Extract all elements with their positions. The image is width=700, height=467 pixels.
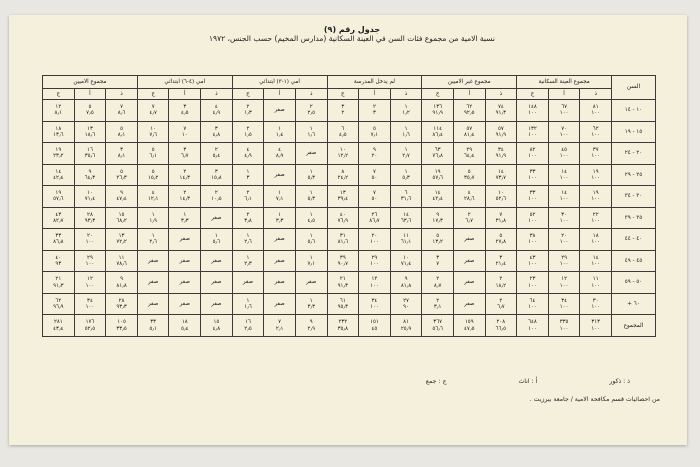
data-cell: ١٢ ١٠٠ xyxy=(359,272,391,294)
data-cell: صفر xyxy=(169,272,201,294)
data-cell: ١١ ٦١٫١ xyxy=(390,229,422,251)
data-cell: ٢١ ٩١٫٣ xyxy=(43,272,75,294)
table-row xyxy=(43,293,656,315)
data-cell: ١٤ ٦٣٫٦ xyxy=(390,207,422,229)
data-cell: ١٢ ١٠٠ xyxy=(74,272,106,294)
data-cell: ١ ١٫٩ xyxy=(137,207,169,229)
data-cell: ٦ ٣١٫٦ xyxy=(390,186,422,208)
data-cell: ٣ ٦٫٧ xyxy=(169,143,201,165)
data-cell: ٢ ٣٫١ xyxy=(422,293,454,315)
data-cell: ٦ ٤٫٥ xyxy=(327,121,359,143)
data-cell: ١٠ ١٢٫٢ xyxy=(327,143,359,165)
data-cell: ١٤ ٧٣٫٧ xyxy=(485,164,517,186)
data-cell: صفر xyxy=(264,250,296,272)
group-header-never-schooled: لم يدخل المدرسة xyxy=(327,76,422,89)
data-cell: صفر xyxy=(201,250,233,272)
data-cell: ٤ ٨٫٩ xyxy=(264,143,296,165)
data-cell: ٩ ٢٫٩ xyxy=(295,315,327,337)
age-group-cell: ٢٠ - ٢٤ xyxy=(612,143,656,165)
subcol-header: ج xyxy=(422,89,454,100)
data-cell: ٧٠ ١٠٠ xyxy=(548,121,580,143)
data-cell: ١٥٩ ٤٧٫٥ xyxy=(453,315,485,337)
table-row xyxy=(43,100,656,122)
data-cell: ٥ ٧٫١ xyxy=(359,121,391,143)
data-cell: ٤ ٢٨٫٦ xyxy=(453,186,485,208)
data-cell: ٩ ٦٤٫٣ xyxy=(74,164,106,186)
subcol-header: ج xyxy=(517,89,549,100)
data-cell: ١ ٢٫٦ xyxy=(232,229,264,251)
data-cell: ٣٨ ١٠٠ xyxy=(517,229,549,251)
data-cell: ٣ ٢١٫٤ xyxy=(485,250,517,272)
group-header-illiterate-grades-4-6: امي (٤-٦) ابتدائي xyxy=(137,76,232,89)
data-cell: ١ ٧٫١ xyxy=(264,186,296,208)
data-cell: ٧ ٥٠ xyxy=(359,186,391,208)
table-row xyxy=(43,250,656,272)
data-cell: ١٦ ٢٫٥ xyxy=(232,315,264,337)
data-cell: ١٤ ١٠٠ xyxy=(548,164,580,186)
age-group-cell: ٣٠ - ٣٤ xyxy=(612,186,656,208)
data-cell: ٧ ٣١٫٨ xyxy=(485,207,517,229)
age-group-cell: ٥٠ - ٥٩ xyxy=(612,272,656,294)
data-cell: ٩ ٢٠ xyxy=(359,143,391,165)
data-cell: ٤٠ ٧٦٫٩ xyxy=(327,207,359,229)
age-group-cell: ١٠ - ١٤ xyxy=(612,100,656,122)
data-cell: صفر xyxy=(453,250,485,272)
data-cell: ٢ ١٫٥ xyxy=(232,121,264,143)
data-cell: ٥ ٣٥٫٧ xyxy=(453,164,485,186)
group-header-literate-total: مجموع غير الاميين xyxy=(422,76,517,89)
data-cell: ٣٤ ١٠٠ xyxy=(548,293,580,315)
data-cell: ٣٤ ١٠٠ xyxy=(359,293,391,315)
data-cell: ٢٠ ١٠٠ xyxy=(74,229,106,251)
data-cell: ١٤ ٤٢٫٤ xyxy=(43,164,75,186)
data-cell: ٣ ٤٫٨ xyxy=(201,121,233,143)
data-cell: ١ ٢٫٣ xyxy=(232,250,264,272)
data-cell: ٢ ٨٫٧ xyxy=(422,272,454,294)
data-cell: ١ ٥٫٣ xyxy=(295,164,327,186)
table-row xyxy=(43,207,656,229)
data-cell: ٤٣ ١٠٠ xyxy=(517,250,549,272)
data-cell: ٣٠ ١٠٠ xyxy=(580,293,612,315)
data-cell: ٢٩ ١٠٠ xyxy=(359,250,391,272)
data-cell: ٤ ١٢٫١ xyxy=(137,186,169,208)
data-cell: ٩ ٤٧٫٤ xyxy=(106,186,138,208)
data-cell: ١ ١٫٦ xyxy=(390,121,422,143)
data-cell: ٣٣ ١٠٠ xyxy=(517,164,549,186)
data-cell: ١ ٢٫٦ xyxy=(137,229,169,251)
data-cell: ٢٣٢ ٣٥٫٨ xyxy=(327,315,359,337)
data-cell: ٢٠ ١٠٠ xyxy=(548,229,580,251)
age-group-cell: ٤٠ - ٤٤ xyxy=(612,229,656,251)
data-cell: ٦١ ٩٥٫٣ xyxy=(327,293,359,315)
data-cell: ٢٨١ ٤٣٫٤ xyxy=(43,315,75,337)
data-cell: ١٠٥ ٣٣٫٥ xyxy=(106,315,138,337)
data-cell: ٥٢ ١٠٠ xyxy=(517,207,549,229)
data-cell: ٣٤ ١٠٠ xyxy=(74,293,106,315)
subcol-header: ذ xyxy=(485,89,517,100)
illiteracy-table xyxy=(42,75,656,337)
data-cell: ١ ١٫٦ xyxy=(232,293,264,315)
data-cell: ١٣ ١٨٫٦ xyxy=(74,121,106,143)
source-note: من احصائيات قسم مكافحة الامية / جامعة بيرزيت . xyxy=(529,396,660,403)
data-cell: ٥٧ ٩١٫٩ xyxy=(485,121,517,143)
group-header-sample-total: مجموع العينة السكانية xyxy=(517,76,612,89)
data-cell: ٢ ٦٫٧ xyxy=(485,293,517,315)
data-cell: ١٤ ١٠٠ xyxy=(580,250,612,272)
data-cell: ٣٣ ٨٦٫٨ xyxy=(43,229,75,251)
data-cell: ١ ٣ xyxy=(232,164,264,186)
data-cell: ٨١ ١٠٠ xyxy=(580,100,612,122)
data-cell: ٢٠٨ ٦٦٫٥ xyxy=(485,315,517,337)
age-group-cell: ٦٠ + xyxy=(612,293,656,315)
data-cell: ٦٤٨ ١٠٠ xyxy=(517,315,549,337)
data-cell: ٢٠ ١٠٠ xyxy=(359,229,391,251)
data-cell: صفر xyxy=(264,100,296,122)
data-cell: صفر xyxy=(264,229,296,251)
subcol-header: ذ xyxy=(580,89,612,100)
data-cell: ٧٤ ٩١٫٣ xyxy=(485,100,517,122)
data-cell: ٤٠ ٩٣ xyxy=(43,250,75,272)
data-cell: ١٣ ٣٩٫٤ xyxy=(327,186,359,208)
data-cell: ٢٩ ١٠٠ xyxy=(74,250,106,272)
data-cell: ٢ ١٨٫٢ xyxy=(485,272,517,294)
data-cell: ١٣٢ ١٠٠ xyxy=(517,121,549,143)
data-cell: ١٥ ٦٨٫٢ xyxy=(106,207,138,229)
data-cell: ٤ ٤٫٩ xyxy=(201,100,233,122)
data-cell: ٢٨ ٩٣٫٣ xyxy=(74,207,106,229)
table-row xyxy=(43,143,656,165)
data-cell: ٥ ٢٧٫٨ xyxy=(485,229,517,251)
data-cell: ١٤٨ ١٠٠ xyxy=(517,100,549,122)
data-cell: ١٠ ٥٢٫٦ xyxy=(485,186,517,208)
data-cell: ٧ ١٠ xyxy=(169,121,201,143)
data-cell: ٢ ٣٫٨ xyxy=(232,207,264,229)
data-cell: ٥ ٦٫١ xyxy=(137,143,169,165)
subcol-header: أ xyxy=(453,89,485,100)
data-cell: ٢٣ ١٠٠ xyxy=(517,272,549,294)
data-cell: ٢ ١٤٫٣ xyxy=(169,186,201,208)
data-cell: ٣٣ ٥٫١ xyxy=(137,315,169,337)
data-cell: ٩ ٨١٫٨ xyxy=(106,272,138,294)
data-cell: صفر xyxy=(264,164,296,186)
subcol-header: ج xyxy=(137,89,169,100)
data-cell: ٢ ١٤٫٣ xyxy=(169,164,201,186)
data-cell: ١٠ ٧٫٦ xyxy=(137,121,169,143)
data-cell: صفر xyxy=(201,293,233,315)
subcol-header: أ xyxy=(74,89,106,100)
data-cell: صفر xyxy=(201,272,233,294)
data-cell: ٨ ٢٤٫٢ xyxy=(327,164,359,186)
data-cell: ١٨ ٥٫٤ xyxy=(169,315,201,337)
table-row xyxy=(43,315,656,337)
data-cell: ٥ ٨٫١ xyxy=(106,121,138,143)
data-cell: ٥٧ ٨١٫٤ xyxy=(453,121,485,143)
data-cell: ٤ ٤٫٩ xyxy=(232,143,264,165)
data-cell: ١٨ ١٠٠ xyxy=(580,229,612,251)
data-cell: صفر xyxy=(137,250,169,272)
data-cell: ٢ ٦٫١ xyxy=(232,186,264,208)
data-cell: ٢٧ ٩٠ xyxy=(390,293,422,315)
data-cell: ٣٦٧ ٥٦٫٦ xyxy=(422,315,454,337)
subcol-header: ذ xyxy=(295,89,327,100)
data-cell: ١١ ٧٨٫٦ xyxy=(106,250,138,272)
data-cell: ٢ ٥٫٤ xyxy=(201,143,233,165)
data-cell: ٣١٣ ١٠٠ xyxy=(580,315,612,337)
data-cell: ١٢ ١٠٠ xyxy=(548,272,580,294)
age-group-cell: ٢٥ - ٢٩ xyxy=(612,164,656,186)
data-cell: ٣ ١٥٫٨ xyxy=(201,164,233,186)
data-cell: صفر xyxy=(201,207,233,229)
age-group-cell: ٣٥ - ٣٩ xyxy=(612,207,656,229)
title-line-2: نسبة الامية من مجموع فئات السن في العينة السكانية (مدارس المخيم) حسب الجنس، ١٩٧٢ xyxy=(209,34,495,43)
data-cell: ٣ ٤٫٥ xyxy=(169,100,201,122)
table-row xyxy=(43,186,656,208)
data-cell: ٣٧ ١٠٠ xyxy=(580,143,612,165)
data-cell: ٨٢ ١٠٠ xyxy=(517,143,549,165)
data-cell: ٢ ٣ xyxy=(359,100,391,122)
subcol-header: أ xyxy=(169,89,201,100)
data-cell: ٧ ٤٫٧ xyxy=(137,100,169,122)
data-cell: ٧ ٥٠ xyxy=(359,164,391,186)
data-cell: ١٧٦ ٥٢٫٥ xyxy=(74,315,106,337)
data-cell: ٢١ ٩١٫٣ xyxy=(327,272,359,294)
data-cell: صفر xyxy=(169,293,201,315)
data-cell: ٣ ٧ xyxy=(422,250,454,272)
data-cell: ١٤ ٤٢٫٤ xyxy=(422,186,454,208)
data-cell: ٣١ ٨١٫٦ xyxy=(327,229,359,251)
data-cell: ١٩ ١٠٠ xyxy=(580,164,612,186)
data-cell: ١١ ١٠٠ xyxy=(580,272,612,294)
table-row xyxy=(43,121,656,143)
data-cell: صفر xyxy=(169,229,201,251)
age-group-cell: المجموع xyxy=(612,315,656,337)
data-cell: صفر xyxy=(137,293,169,315)
data-cell: ١٤ ١٠٠ xyxy=(548,186,580,208)
subcol-header: ج xyxy=(232,89,264,100)
legend-male: ذ : ذكور xyxy=(609,378,630,385)
data-cell: ٢٩ ١٠٠ xyxy=(548,250,580,272)
legend-total: ج : جمع xyxy=(425,378,447,385)
data-cell: ٦٢ ٩٢٫٥ xyxy=(453,100,485,122)
data-cell: ١٩ ٢٣٫٢ xyxy=(43,143,75,165)
data-cell: ١ ٤٫٥ xyxy=(295,207,327,229)
age-column-header: السن xyxy=(612,76,656,100)
data-cell: صفر xyxy=(453,272,485,294)
data-cell: ١ ١٫٤ xyxy=(264,121,296,143)
data-cell: ٢ ١٫٣ xyxy=(232,100,264,122)
data-cell: ٣ ٨٫١ xyxy=(106,143,138,165)
data-cell: ٧ ٨٫٦ xyxy=(106,100,138,122)
data-cell: ١ ٥٫٣ xyxy=(390,164,422,186)
data-cell: ٢٦ ٨٦٫٧ xyxy=(359,207,391,229)
data-cell: ٣ ٢ xyxy=(327,100,359,122)
data-cell: ٦٣ ٧٦٫٨ xyxy=(422,143,454,165)
subcol-header: ذ xyxy=(390,89,422,100)
title-line-1: جدول رقم (٩) xyxy=(323,25,381,34)
age-group-cell: ٤٥ - ٤٩ xyxy=(612,250,656,272)
data-cell: ٥ ٧٫٥ xyxy=(74,100,106,122)
table-body xyxy=(43,100,656,337)
data-cell: ٥ ١٣٫٢ xyxy=(422,229,454,251)
data-cell: ٦٧ ١٠٠ xyxy=(548,100,580,122)
data-cell: ٦٤ ١٠٠ xyxy=(517,293,549,315)
group-header-illiterate-grades-1-3: امي (١-٣) ابتدائي xyxy=(232,76,327,89)
data-cell: ٢٩ ٦٤٫٤ xyxy=(453,143,485,165)
data-cell: ٥ ١٥٫٢ xyxy=(137,164,169,186)
data-cell: ١٢ ٨٫١ xyxy=(43,100,75,122)
data-cell: صفر xyxy=(453,293,485,315)
subcol-header: ذ xyxy=(201,89,233,100)
data-cell: ١١٤ ٨٦٫٤ xyxy=(422,121,454,143)
data-cell: ٣٣٥ ١٠٠ xyxy=(548,315,580,337)
subcol-header: ج xyxy=(327,89,359,100)
group-header-illiterate-total: مجموع الاميين xyxy=(43,76,138,89)
age-group-cell: ١٥ - ١٩ xyxy=(612,121,656,143)
subcol-header: أ xyxy=(359,89,391,100)
table-title xyxy=(52,25,652,43)
data-cell: ١ ٢٫٧ xyxy=(390,143,422,165)
data-cell: صفر xyxy=(264,272,296,294)
data-cell: صفر xyxy=(295,143,327,165)
data-cell: ٢٢ ١٠٠ xyxy=(580,207,612,229)
data-cell: ٨١ ٢٥٫٩ xyxy=(390,315,422,337)
data-cell: ١٠ ٧١٫٤ xyxy=(74,186,106,208)
subheader-row xyxy=(43,89,656,100)
subcol-header: ذ xyxy=(106,89,138,100)
subcol-header: ج xyxy=(43,89,75,100)
data-cell: ٢٨ ٩٣٫٣ xyxy=(106,293,138,315)
legend-female: أ : اناث xyxy=(518,378,538,385)
data-cell: صفر xyxy=(264,293,296,315)
data-cell: ١٩ ٥٧٫٦ xyxy=(43,186,75,208)
data-cell: ١ ٧٫١ xyxy=(295,250,327,272)
subcol-header: أ xyxy=(264,89,296,100)
data-cell: ٦٢ ١٠٠ xyxy=(580,121,612,143)
data-cell: ١٣٦ ٩١٫٩ xyxy=(422,100,454,122)
data-cell: ١ ٥٫٦ xyxy=(201,229,233,251)
data-cell: ١ ٣٫٣ xyxy=(264,207,296,229)
data-cell: ٩ ٨١٫٨ xyxy=(390,272,422,294)
data-cell: ١ ٣٫٣ xyxy=(169,207,201,229)
data-cell: ٢ ١٠٫٥ xyxy=(201,186,233,208)
data-cell: ١٨ ١٣٫٦ xyxy=(43,121,75,143)
data-cell: ٢ ٢٫٥ xyxy=(295,100,327,122)
data-cell: ١٦ ٣٥٫٦ xyxy=(74,143,106,165)
data-cell: صفر xyxy=(137,272,169,294)
data-cell: ١ ٥٫٣ xyxy=(295,186,327,208)
data-cell: ١ ١٫٢ xyxy=(390,100,422,122)
data-cell: ١٩ ١٠٠ xyxy=(580,186,612,208)
data-cell: ١٩ ٥٧٫٦ xyxy=(422,164,454,186)
data-cell: صفر xyxy=(232,272,264,294)
data-cell: ١ ٥٫٦ xyxy=(295,229,327,251)
table-row xyxy=(43,229,656,251)
data-cell: ١ ٣٫٣ xyxy=(295,293,327,315)
data-cell: صفر xyxy=(169,250,201,272)
data-cell: ٣٩ ٩٠٫٧ xyxy=(327,250,359,272)
data-cell: ٤٣ ٨٢٫٧ xyxy=(43,207,75,229)
data-cell: ١٣ ٧٢٫٢ xyxy=(106,229,138,251)
data-cell: ١٠ ٧١٫٤ xyxy=(390,250,422,272)
table-row xyxy=(43,164,656,186)
data-cell: ١ ١٫٦ xyxy=(295,121,327,143)
data-cell: ١٥ ٤٫٨ xyxy=(201,315,233,337)
data-cell: ٥ ٢٦٫٣ xyxy=(106,164,138,186)
subcol-header: أ xyxy=(548,89,580,100)
table-row xyxy=(43,272,656,294)
data-cell: ٣٣ ١٠٠ xyxy=(517,186,549,208)
data-cell: ٣٤ ٩١٫٩ xyxy=(485,143,517,165)
data-cell: ٦٢ ٩٦٫٩ xyxy=(43,293,75,315)
data-cell: ٤٥ ١٠٠ xyxy=(548,143,580,165)
data-cell: صفر xyxy=(295,272,327,294)
legend xyxy=(200,378,630,385)
data-cell: ١٥١ ٤٥ xyxy=(359,315,391,337)
data-cell: ٢ ٦٫٧ xyxy=(453,207,485,229)
data-cell: صفر xyxy=(453,229,485,251)
data-cell: ٣٠ ١٠٠ xyxy=(548,207,580,229)
data-cell: ٩ ١٧٫٣ xyxy=(422,207,454,229)
data-cell: ٧ ٢٫١ xyxy=(264,315,296,337)
